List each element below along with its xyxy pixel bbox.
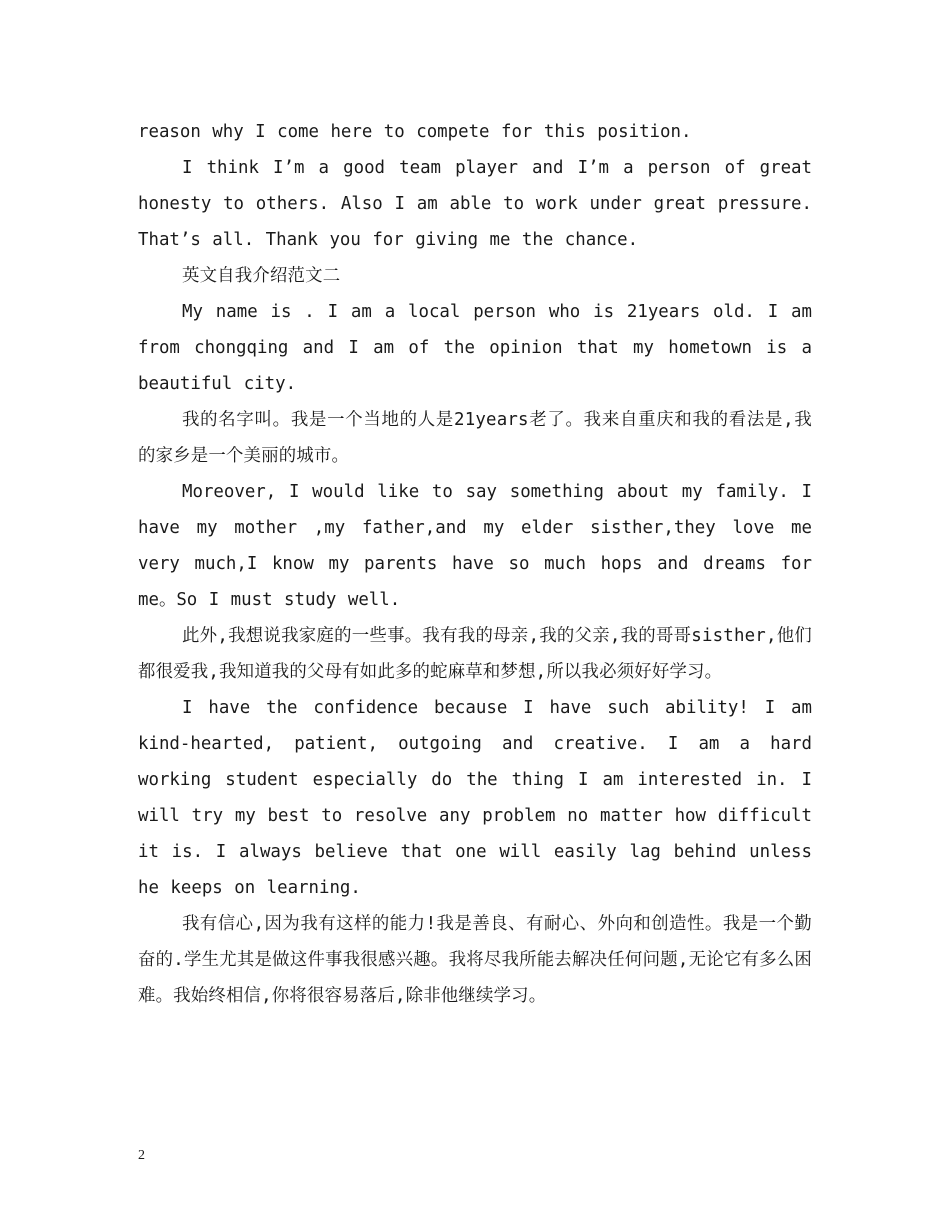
paragraph-name-en: My name is . I am a local person who is 21years old. I am from chongqing and I am of the opinion that my hometown is a beautiful city. (138, 302, 812, 394)
paragraph-team-player: I think I’m a good team player and I’m a person of great honesty to others. Also I am able to work under great pressure. That’s all. Thank you for giving me the chance. (138, 158, 812, 250)
document-body (138, 114, 812, 1014)
paragraph-family-cn: 此外,我想说我家庭的一些事。我有我的母亲,我的父亲,我的哥哥sisther,他们都很爱我,我知道我的父母有如此多的蛇麻草和梦想,所以我必须好好学习。 (138, 626, 812, 682)
paragraph-name-cn: 我的名字叫。我是一个当地的人是21years老了。我来自重庆和我的看法是,我的家乡是一个美丽的城市。 (138, 410, 812, 466)
paragraph-confidence-en: I have the confidence because I have such ability! I am kind-hearted, patient, outgoing and creative. I am a hard working student especially do the thing I am interested in. I will try my best to resolve any problem no matter how difficult it is. I always believe that one will easily lag behind unless he keeps on learning. (138, 698, 812, 898)
section-heading: 英文自我介绍范文二 (182, 266, 341, 286)
paragraph-confidence-cn: 我有信心,因为我有这样的能力!我是善良、有耐心、外向和创造性。我是一个勤奋的.学生尤其是做这件事我很感兴趣。我将尽我所能去解决任何问题,无论它有多么困难。我始终相信,你将很容易落后,除非他继续学习。 (138, 914, 812, 1006)
paragraph-family-en: Moreover, I would like to say something about my family. I have my mother ,my father,and my elder sisther,they love me very much,I know my parents have so much hops and dreams for me。So I must study well. (138, 482, 812, 610)
paragraph-continuation: reason why I come here to compete for this position. (138, 122, 692, 142)
page-number: 2 (138, 1148, 145, 1163)
